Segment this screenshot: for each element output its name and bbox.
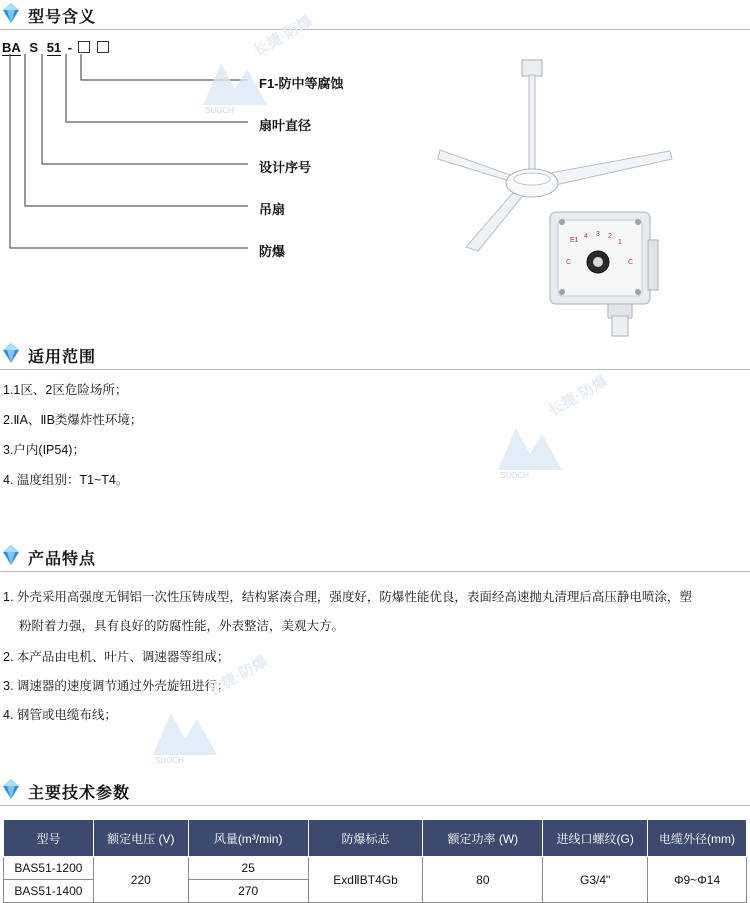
section-title-features: 产品特点 (28, 551, 97, 568)
model-code-s: S (29, 40, 39, 55)
section-divider (0, 571, 750, 572)
cell-airflow: 25 (188, 857, 308, 880)
section-header-features (0, 542, 750, 572)
legend-label-ceiling-fan: 吊扇 (259, 202, 286, 217)
dial-label-c-right: C (628, 259, 634, 266)
dial-label-4: 4 (584, 233, 588, 240)
model-code-ba: BA (2, 40, 21, 55)
header-ex-mark: 防爆标志 (308, 820, 423, 857)
header-model: 型号 (4, 820, 94, 857)
model-code-dash: - (67, 40, 73, 55)
watermark-logo-icon (490, 420, 570, 480)
watermark-logo (145, 705, 225, 770)
feature-item: 2. 本产品由电机、叶片、调速器等组成； (3, 650, 230, 664)
watermark-logo (195, 55, 275, 120)
scope-item: 3.户内(IP54)； (3, 443, 85, 457)
dial-label-2: 2 (608, 233, 612, 240)
legend-label-design-number: 设计序号 (259, 160, 312, 175)
section-title-scope: 适用范围 (28, 349, 97, 366)
feature-item: 3. 调速器的速度调节通过外壳旋钮进行； (3, 679, 230, 693)
cell-power: 80 (423, 857, 543, 903)
scope-item: 2.ⅡA、ⅡB类爆炸性环境； (3, 413, 143, 427)
dial-label-c-left: C (566, 259, 572, 266)
diamond-gem-icon (2, 342, 20, 364)
legend-label-blade-diameter: 扇叶直径 (259, 118, 312, 133)
scope-item: 1.1区、2区危险场所； (3, 383, 128, 397)
watermark-logo-text: SUOCH (500, 471, 529, 480)
watermark-logo-text: SUOCH (155, 756, 184, 765)
cell-model: BAS51-1200 (4, 857, 94, 880)
dial-label-e1: E1 (570, 237, 579, 244)
section-divider (0, 369, 750, 370)
watermark-logo-icon (145, 705, 225, 765)
table-header-row (4, 820, 747, 857)
table-row (4, 857, 747, 880)
header-power: 额定功率 (W) (423, 820, 543, 857)
watermark-brand-text: 长捷·防爆 (205, 652, 271, 700)
header-thread: 进线口螺纹(G) (543, 820, 648, 857)
cell-ex-mark: ExdⅡBT4Gb (308, 857, 423, 903)
legend-label-explosion-proof: 防爆 (259, 244, 286, 259)
dial-label-3: 3 (596, 231, 600, 238)
watermark-logo (490, 420, 570, 485)
watermark-logo-icon (195, 55, 275, 115)
section-header-scope (0, 340, 750, 370)
feature-item: 4. 钢管或电缆布线； (3, 708, 117, 722)
legend-label-corrosion: F1-防中等腐蚀 (259, 76, 344, 91)
watermark-brand-text: 长捷·防爆 (545, 372, 611, 420)
watermark-logo-text: SUOCH (205, 106, 234, 115)
section-divider (0, 805, 750, 806)
header-voltage: 额定电压 (V) (93, 820, 188, 857)
header-cable: 电缆外径(mm) (648, 820, 747, 857)
speed-controller-image (548, 210, 663, 340)
dial-label-1: 1 (618, 239, 622, 246)
feature-item: 1. 外壳采用高强度无铜铝一次性压铸成型，结构紧凑合理，强度好，防爆性能优良，表面经高速抛丸清理后高压静电喷涂，塑 (3, 590, 692, 604)
section-title-params: 主要技术参数 (28, 785, 131, 802)
cell-model: BAS51-1400 (4, 880, 94, 903)
cell-voltage: 220 (93, 857, 188, 903)
diamond-gem-icon (2, 544, 20, 566)
cell-airflow: 270 (188, 880, 308, 903)
section-title-model: 型号含义 (28, 9, 97, 26)
spec-table (3, 819, 747, 903)
model-code-51: 51 (46, 40, 62, 55)
section-header-params (0, 776, 750, 806)
cell-cable: Φ9~Φ14 (648, 857, 747, 903)
cell-thread: G3/4" (543, 857, 648, 903)
diamond-gem-icon (2, 778, 20, 800)
scope-item: 4. 温度组别：T1~T4。 (3, 473, 129, 487)
feature-item-continued: 粉附着力强，具有良好的防腐性能，外表整洁，美观大方。 (19, 619, 345, 633)
watermark-brand-text: 长捷·防爆 (250, 12, 316, 60)
header-airflow: 风量(m³/min) (188, 820, 308, 857)
